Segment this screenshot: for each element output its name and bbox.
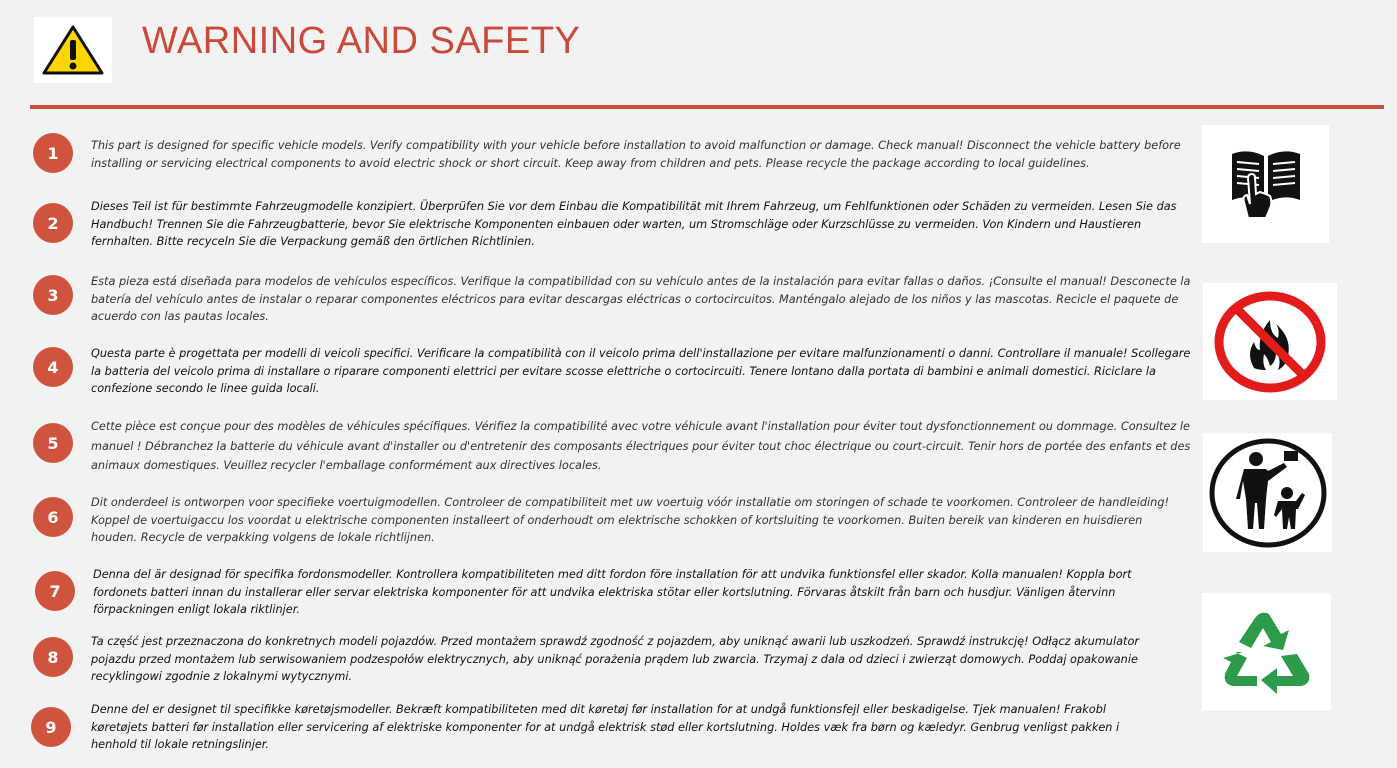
keep-away-from-children-icon [1208, 437, 1328, 549]
item-text: Cette pièce est conçue pour des modèles de véhicules spécifiques. Vérifiez la compatibilité avec votre véhicule avant l'installation pour éviter tout dysfonctionnement ou dommage. Consultez le manuel ! Débranchez la batterie du véhicule avant d'installer ou d'entretenir des composants électriques pour éviter tout choc électrique ou court-circuit. Tenir hors de portée des enfants et des animaux domestiques. Veuillez recycler l'emballage conformément aux directives locales. [91, 420, 1191, 472]
item-number-badge: 6 [33, 497, 73, 537]
warning-triangle-icon [40, 23, 106, 77]
item-number-badge: 2 [33, 203, 73, 243]
item-number-badge: 9 [31, 707, 71, 747]
item-number-badge: 3 [33, 275, 73, 315]
item-number-badge: 8 [33, 637, 73, 677]
page-title: WARNING AND SAFETY [142, 20, 581, 62]
item-text: Denne del er designet til specifikke køretøjsmodeller. Bekræft kompatibiliteten med dit køretøj før installation for at undgå funktionsfejl eller beskadigelse. Tjek manualen! Frakobl køretøjets batteri før installation eller servicering af elektriske komponenter for at undgå elektrisk stød eller kortslutning. Holdes væk fra børn og kæledyr. Genbrug venligst pakken i henhold til lokale retningslinjer. [91, 703, 1120, 751]
read-manual-icon [1226, 144, 1306, 224]
item-text: Denna del är designad för specifika fordonsmodeller. Kontrollera kompatibiliteten med ditt fordon före installation för att undvika funktionsfel eller skador. Kolla manualen! Koppla bort fordonets batteri innan du installerar eller servar elektriska komponenter för att undvika elektriska stötar eller kortslutning. Förvaras åtskilt från barn och husdjur. Vänligen återvinn förpackningen enligt lokala riktlinjer. [93, 568, 1132, 616]
item-text: Esta pieza está diseñada para modelos de vehículos específicos. Verifique la compatibilidad con su vehículo antes de la instalación para evitar fallas o daños. ¡Consulte el manual! Desconecte la batería del vehículo antes de instalar o reparar componentes eléctricos para evitar descargas eléctricas o cortocircuitos. Manténgalo alejado de los niños y las mascotas. Recicle el paquete de acuerdo con las pautas locales. [91, 275, 1191, 323]
item-number-badge: 5 [33, 423, 73, 463]
item-number-badge: 4 [33, 347, 73, 387]
item-text: Dieses Teil ist für bestimmte Fahrzeugmodelle konzipiert. Überprüfen Sie vor dem Einbau die Kompatibilität mit Ihrem Fahrzeug, um Fehlfunktionen oder Schäden zu vermeiden. Lesen Sie das Handbuch! Trennen Sie die Fahrzeugbatterie, bevor Sie elektrische Komponenten einbauen oder warten, um Stromschläge oder Kurzschlüsse zu vermeiden. Von Kindern und Haustieren fernhalten. Bitte recyceln Sie die Verpackung gemäß den örtlichen Richtlinien. [91, 200, 1177, 248]
read-manual-icon-box [1202, 125, 1329, 243]
warning-icon-box [34, 17, 112, 83]
item-text: Ta część jest przeznaczona do konkretnych modeli pojazdów. Przed montażem sprawdź zgodność z pojazdem, aby uniknąć awarii lub uszkodzeń. Sprawdź instrukcję! Odłącz akumulator pojazdu przed montażem lub serwisowaniem podzespołów elektrycznych, aby uniknąć porażenia prądem lub zwarcia. Trzymaj z dala od dzieci i zwierząt domowych. Poddaj opakowanie recyklingowi zgodnie z lokalnymi wytycznymi. [91, 635, 1140, 683]
no-fire-icon-box [1203, 283, 1337, 400]
header-divider [30, 105, 1384, 109]
no-fire-icon [1214, 290, 1326, 394]
item-number-badge: 7 [35, 571, 75, 611]
item-number-badge: 1 [33, 133, 73, 173]
recycle-icon-box [1202, 593, 1331, 710]
item-text: Questa parte è progettata per modelli di veicoli specifici. Verificare la compatibilità con il veicolo prima dell'installazione per evitare malfunzionamenti o danni. Controllare il manuale! Scollegare la batteria del veicolo prima di installare o riparare componenti elettrici per evitare scosse elettriche o cortocircuiti. Tenere lontano dalla portata di bambini e animali domestici. Riciclare la confezione secondo le linee guida locali. [91, 347, 1191, 395]
recycle-icon [1221, 610, 1313, 694]
item-text: Dit onderdeel is ontworpen voor specifieke voertuigmodellen. Controleer de compatibiliteit met uw voertuig vóór installatie om storingen of schade te voorkomen. Controleer de handleiding! Koppel de voertuigaccu los voordat u elektrische componenten installeert of onderhoudt om elektrische schokken of kortsluiting te voorkomen. Buiten bereik van kinderen en huisdieren houden. Recycle de verpakking volgens de lokale richtlijnen. [91, 496, 1170, 544]
item-text: This part is designed for specific vehicle models. Verify compatibility with your vehicle before installation to avoid malfunction or damage. Check manual! Disconnect the vehicle battery before installing or servicing electrical components to avoid electric shock or short circuit. Keep away from children and pets. Please recycle the package according to local guidelines. [91, 139, 1181, 170]
keep-away-from-children-icon-box [1203, 433, 1332, 552]
